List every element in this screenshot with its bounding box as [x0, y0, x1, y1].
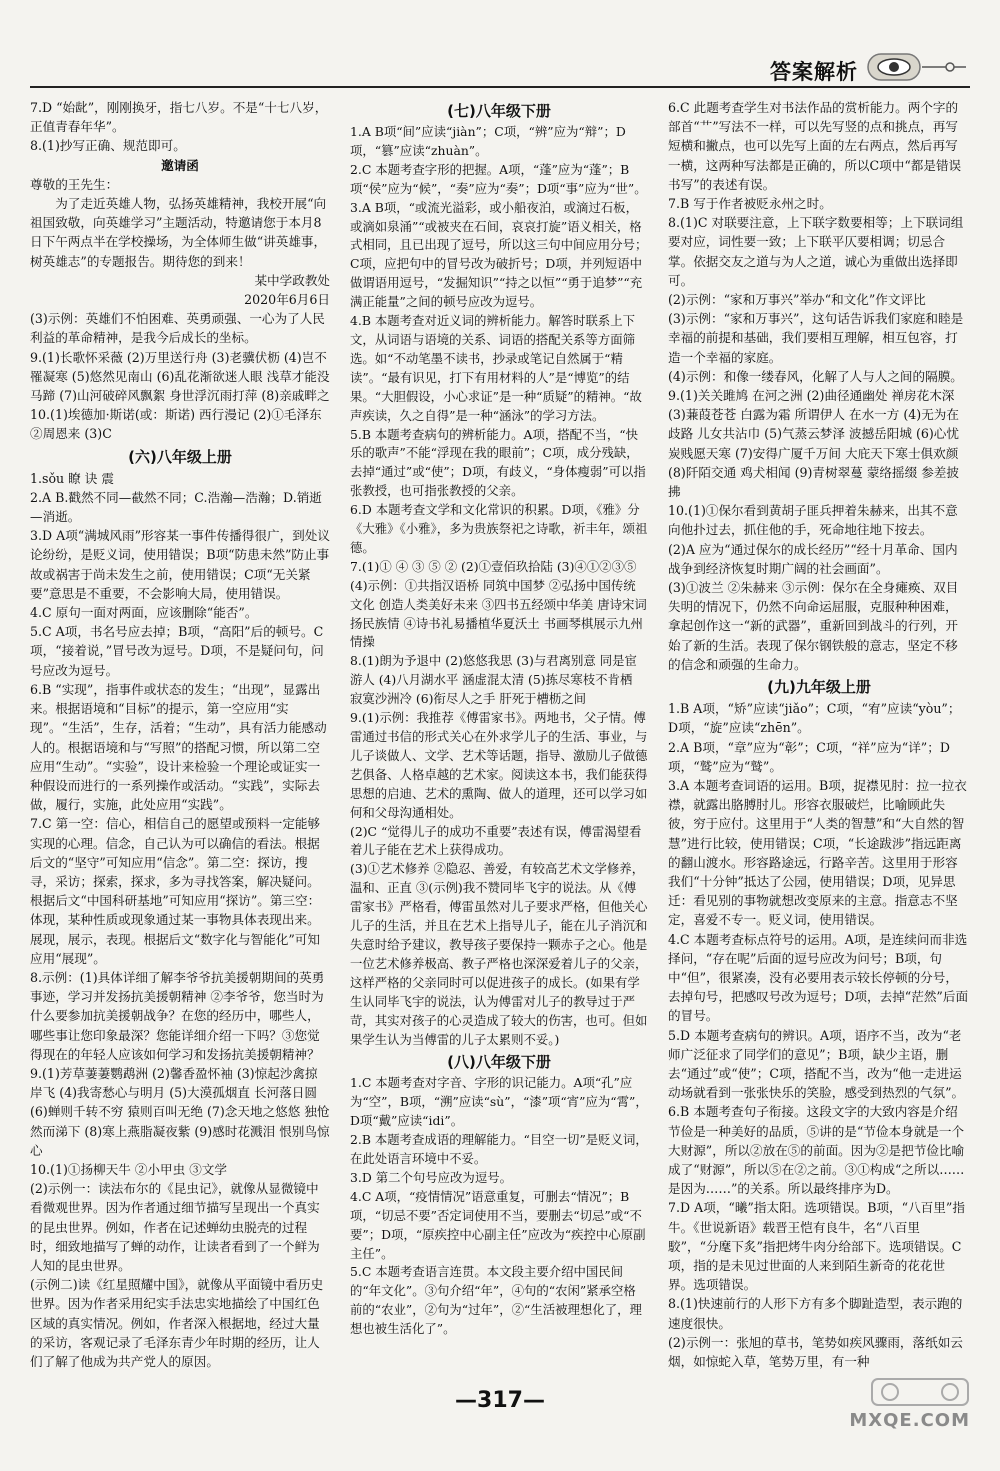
answer-item: 1.A B项“间”应读“jiàn”；C项，“辨”应为“辩”；D项，“篡”应读“zhuàn”。: [350, 124, 626, 158]
answer-item: 7.B 写于作者被贬永州之时。: [668, 196, 832, 212]
answer-item: 6.B 本题考查句子衔接。这段文字的大致内容是介绍节俭是一种美好的品质，⑤讲的是“节俭本身就是一个大财源”，所以②放在⑤的前面。因为②是把节俭比喻成了“财源”，所以⑤在②之前。③①构成“之所以……是因为……”的关系。所以最终排序为D。: [668, 1104, 965, 1197]
answer-item: 3.D 第二个句号应改为逗号。: [350, 1169, 512, 1185]
answer-item: (2)C “觉得儿子的成功不重要”表述有误，傅雷渴望看着儿子能在艺术上获得成功。: [350, 823, 642, 858]
answer-item: 1.sǒu 瞭 诀 震: [30, 470, 114, 486]
answer-item: 6.C 此题考查学生对书法作品的赏析能力。两个字的部首“艹”写法不一样，可以先写竖的点和挑点，再写短横和撇点，也可以先写上面的左右两点，然后再写一横，这两种写法都是正确的，所以C项中“都是错误书写”的表述有误。: [668, 100, 962, 192]
answer-item: 2.A B项，“章”应为“彰”；C项，“祥”应为“详”；D项，“鹫”应为“鹫”。: [668, 739, 950, 774]
answer-item: 7.D A项，“曦”指太阳。选项错误。B项，“八百里”指牛。《世说新语》载晋王恺有良牛，名“八百里駮”，“分麾下炙”指把烤牛肉分给部下。选项错误。C项，指的是未见过世面的人来到陌生新奇的花花世界。选项错误。: [668, 1200, 965, 1293]
answer-item: 9.(1)关关雎鸠 在河之洲 (2)曲径通幽处 禅房花木深 (3)蒹葭苍苍 白露为霜 所谓伊人 在水一方 (4)无为在歧路 儿女共沾巾 (5)气蒸云梦泽 波撼岳阳城 (6)心忧炭贱愿天寒 (7)安得广厦千万间 大庇天下寒士俱欢颜 (8)阡陌交通 鸡犬相闻 (9)青树翠蔓 蒙络摇缀 参差披拂: [668, 388, 963, 500]
answer-item: (3)示例：“家和万事兴”，这句话告诉我们家庭和睦是幸福的前提和基础，我们要相互理解，相互包容，打造一个幸福的家庭。: [668, 311, 964, 365]
answer-item: (2)示例一：张旭的草书，笔势如疾风骤雨，落纸如云烟，如惊蛇入草，笔势万里，有一种: [668, 1334, 963, 1369]
answer-item: (3)①波兰 ②朱赫来 ③示例：保尔在全身瘫痪、双目失明的情况下，仍然不向命运屈服，克服种种困难，拿起创作这一“新的武器”，重新回到战斗的行列，开始了新的生活。表现了保尔钢铁般的意志，坚定不移的信念和顽强的生命力。: [668, 580, 959, 672]
answer-item: 7.(1)① ④ ③ ⑤ ② (2)①壹佰玖拾陆 (3)④①②③⑤ (4)示例：①共指汉语桥 同筑中国梦 ②弘扬中国传统文化 创造人类美好未来 ③四书五经颂中华美 唐诗宋词扬民族情 ④诗书礼易播植华夏沃土 书画琴棋展示九州情操: [350, 558, 647, 650]
section-title: (八)八年级下册: [447, 1053, 551, 1072]
watermark-logo-icon: [870, 1375, 970, 1409]
answer-item: 7.D “始龀”，刚刚换牙，指七八岁。不是“十七八岁，正值青春年华”。: [30, 100, 328, 135]
answer-item: 2020年6月6日: [244, 292, 330, 308]
answer-item: 9.(1)芳草萋萋鹦鹉洲 (2)馨香盈怀袖 (3)惊起沙禽掠岸飞 (4)我寄愁心与明月 (5)大漠孤烟直 长河落日圆 (6)蝉则千转不穷 猿则百叫无绝 (7)念天地之悠悠 独怆然而涕下 (8)寒上燕脂凝夜紫 (9)感时花溅泪 恨别鸟惊心: [30, 1065, 330, 1158]
answer-item: 4.B 本题考查对近义词的辨析能力。解答时联系上下文，从词语与语境的关系、词语的搭配关系等方面筛选。如“不动笔墨不读书，抄录或笔记自然属于“精读”。“最有识见，打下有用材料的人”是“博览”的结果。“大胆假设，小心求证”是一种“质疑”的精神。“故声疾读，久之自得”是一种“涵泳”的学习方法。: [350, 313, 642, 423]
answer-item: 5.C 本题考查语言连贯。本文段主要介绍中国民间的“年文化”。③句介绍“年”，④句的“农闲”紧承空格前的“农业”，②句为“过年”，②“生活被理想化了，理想也被生活化了”。: [350, 1264, 642, 1337]
watermark-text: MXQE.COM: [849, 1410, 970, 1431]
answer-item: 8.(1)快速前行的人形下方有多个脚趾造型，表示跑的速度很快。: [668, 1296, 963, 1331]
answer-item: (2)示例：“家和万事兴”举办“和文化”作文评比: [668, 292, 926, 308]
section-title: (六)八年级上册: [128, 447, 232, 466]
answer-item: 为了走近英雄人物，弘扬英雄精神，我校开展“向祖国致敬，向英雄学习”主题活动，特邀请您于本月8日下午两点半在学校操场，为全体师生做“讲英雄事，树英雄志”的专题报告。期待您的到来！: [30, 196, 327, 269]
answer-item: 3.A B项，“或流光溢彩，或小船夜泊，或滴过石板，或滴如泉涌”“或被夹在石间，哀哀打旋”语义相关，格式相同，且已出现了逗号，所以这三句中间应用分号；C项，应把句中的冒号改为破折号；D项，并列短语中做谓语用逗号，“发掘知识”“持之以恒”“勇于追梦”“充满正能量”之间的顿号应改为逗号。: [350, 199, 648, 310]
answer-item: 5.D 本题考查病句的辨识。A项，语序不当，改为“老师广泛征求了同学们的意见”；B项，缺少主语，删去“通过”或“使”；C项，搭配不当，改为“他一走进运动场就看到一张张快乐的笑脸，感受到热烈的气氛”。: [668, 1027, 965, 1101]
answer-item: (示例二)读《红星照耀中国》，就像从平面镜中看历史世界。因为作者采用纪实手法忠实地描绘了中国红色区域的真实情况。例如，作者深入根据地，经过大量的采访，客观记录了毛泽东青少年时期的经历，让人们了解了他成为共产党人的原因。: [30, 1277, 324, 1369]
answer-item: 5.C A项，书名号应去掉；B项，“高阳”后的顿号。C项，“接着说，”冒号改为逗号。D项，不是疑问句，问号应改为逗号。: [30, 624, 324, 678]
answer-item: 邀请函: [161, 157, 199, 173]
answer-item: (4)示例：和像一缕春风，化解了人与人之间的隔膜。: [668, 368, 963, 384]
answer-item: 10.(1)埃德加·斯诺(或：斯诺) 西行漫记 (2)①毛泽东 ②周恩来 (3)C: [30, 407, 326, 442]
header-rule: [30, 86, 970, 88]
answer-item: 8.(1)抄写正确、规范即可。: [30, 138, 186, 154]
answer-item: 5.B 本题考查病句的辨析能力。A项，搭配不当，“快乐的歌声”不能“浮现在我的眼前”；C项，成分残缺，去掉“通过”或“使”；D项，有歧义，“身体瘦弱”可以指张教授，也可指张教授的父亲。: [350, 426, 646, 499]
answer-item: 1.C 本题考查对字音、字形的识记能力。A项“孔”应为“空”，B项，“溯”应读“sù”，“漆”项“宵”应为“霄”，D项“戴”应读“idi”。: [350, 1075, 648, 1129]
answer-item: 4.C 本题考查标点符号的运用。A项，是连续问而非选择问，“存在呢”后面的逗号应改为问号；B项，句中“但”，很紧凑，没有必要用表示较长停顿的分号，去掉句号，把感叹号改为逗号；D项，去掉“茫然”后面的冒号。: [668, 931, 969, 1024]
answer-item: 3.A 本题考查词语的运用。B项，捉襟见肘：拉一拉衣襟，就露出胳膊肘儿。形容衣服破烂，比喻顾此失彼，穷于应付。这里用于“人类的智慧”和“大自然的智慧”进行比较，使用错误；C项，“长途跋涉”指远距离的翻山渡水。形容路途远，行路辛苦。这里用于形容我们“十分钟”抵达了公园，使用错误；D项，见异思迁：看见别的事物就想改变原来的主意。指意志不坚定，喜爱不专一。贬义词，使用错误。: [668, 777, 967, 928]
answer-item: 6.D 本题考查文学和文化常识的积累。D项，《雅》分《大雅》《小雅》，多为贵族祭祀之诗歌，祈丰年，颂祖德。: [350, 502, 648, 555]
answer-item: 3.D A项“满城风雨”形容某一事件传播得很广，到处议论纷纷，是贬义词，使用错误；B项“防患未然”防止事故或祸害于尚未发生之前，使用错误；C项“无关紧要”意思是不重要，不会影响大局，使用错误。: [30, 528, 330, 601]
answer-item: 6.B “实现”，指事件或状态的发生；“出现”，显露出来。根据语境和“目标”的提示，第一空应用“实现”。“生活”，生存，活着；“生动”，具有活力能感动人的。根据语境和与“写照”的搭配习惯，所以第二空应用“生动”。“实验”，设计来检验一个理论或证实一种假设而进行的一系列操作或活动。“实践”，实际去做，履行，实施，此处应用“实践”。: [30, 681, 327, 813]
answer-item: 8.示例：(1)具体详细了解李爷爷抗美援朝期间的英勇事迹，学习并发扬抗美援朝精神 ②李爷爷，您当时为什么要参加抗美援朝战争？在您的经历中，哪些人，哪些事让您印象最深？您能详细介绍一下吗？③您觉得现在的年轻人应该如何学习和发扬抗美援朝精神？: [30, 969, 325, 1062]
answer-item: (3)示例：英雄们不怕困难、英勇顽强、一心为了人民利益的革命精神，是我今后成长的坐标。: [30, 311, 325, 346]
answer-column-2: [350, 98, 648, 1339]
answer-column-3: [668, 98, 970, 1371]
answer-item: 1.B A项，“矫”应读“jiǎo”；C项，“宥”应读“yòu”；D项，“旋”应读“zhēn”。: [668, 701, 961, 736]
answer-item: 10.(1)①保尔看到黄胡子匪兵押着朱赫来，出其不意向他扑过去，抓住他的手，死命地往地下按去。: [668, 503, 958, 538]
answer-item: 10.(1)①扬柳天牛 ②小甲虫 ③文学: [30, 1161, 227, 1177]
page-number: —317—: [455, 1388, 545, 1413]
answer-item: 2.C 本题考查字形的把握。A项，“蓬”应为“蓬”；B项“侯”应为“候”，“奏”应为“奏”；D项“事”应为“世”。: [350, 161, 647, 196]
header-title: 答案解析: [770, 60, 858, 84]
answer-column-1: [30, 98, 330, 1371]
answer-item: (3)①艺术修养 ②隐忍、善爱，有较高艺术文学修养，温和、正直 ③(示例)我不赞同毕飞宇的说法。从《傅雷家书》严格看，傅雷虽然对儿子要求严格，但他关心儿子的生活，并且在艺术上指导儿子，能在儿子消沉和失意时给予建议，教导孩子要保持一颗赤子之心。他是一位艺术修养极高、教子严格也深深爱着儿子的父亲，这样严格的父亲同时可以促进孩子的成长。(如果有学生认同毕飞宇的说法，认为傅雷对儿子的教导过于严苛，其实对孩子的心灵造成了较大的伤害，也可。但如果学生认为当傅雷的儿子太累则不妥。): [350, 861, 648, 1047]
answer-item: 尊敬的王先生：: [30, 176, 119, 192]
page-header: [0, 0, 1000, 96]
answer-item: 2.B 本题考查成语的理解能力。“目空一切”是贬义词，在此处语言环境中不妥。: [350, 1132, 648, 1167]
header-logo-icon: [866, 52, 970, 82]
answer-item: 9.(1)长歌怀采薇 (2)万里送行舟 (3)老骥伏枥 (4)岂不罹凝寒 (5)悠然见南山 (6)乱花渐欲迷人眼 浅草才能没马蹄 (7)山河破碎风飘絮 身世浮沉雨打萍 (8)亲戚畔之: [30, 349, 330, 404]
answer-item: 8.(1)C 对联要注意，上下联字数要相等；上下联词组要对应，词性要一致；上下联平仄要相调；切忌合掌。依据交友之道与为人之道，诚心为重做出选择即可。: [668, 215, 964, 288]
answer-item: (2)A 应为“通过保尔的成长经历”“经十月革命、国内战争到经济恢复时期广阔的社会画面”。: [668, 541, 958, 576]
answer-item: 4.C 原句一面对两面，应该删除“能否”。: [30, 605, 258, 621]
section-title: (七)八年级下册: [447, 102, 551, 120]
section-title: (九)九年级上册: [767, 678, 871, 697]
answer-item: 7.C 第一空：信心，相信自己的愿望或预料一定能够实现的心理。信念，自己认为可以确信的看法。根据后文的“坚守”可知应用“信念”。第二空：探访，搜寻，采访；探索，探求，多为寻找答案，解决疑问。根据后文“中国科研基地”可知应用“探访”。第三空：体现，某种性质或现象通过某一事物具体表现出来。展现，展示，表现。根据后文“数字化与智能化”可知应用“展现”。: [30, 816, 321, 966]
answer-item: 4.C A项，“疫情情况”语意重复，可删去“情况”；B项，“切忌不要”否定词使用不当，要删去“切忌”或“不要”；D项，“原疾控中心副主任”应改为“疾控中心原副主任”。: [350, 1188, 646, 1261]
answer-item: 2.A B.戳然不同—截然不同；C.浩瀚—浩瀚；D.销逝—消逝。: [30, 489, 322, 525]
answer-item: 9.(1)示例：我推荐《傅雷家书》。两地书，父子情。傅雷通过书信的形式关心在外求学儿子的生活、事业，与儿子谈做人、文学、艺术等话题，指导、激励儿子做德艺俱备、人格卓越的艺术家。阅读这本书，我们能获得思想的启迪、艺术的熏陶、做人的道理，还可以学习如何和父母沟通相处。: [350, 710, 648, 820]
answer-item: (2)示例一：读法布尔的《昆虫记》，就像从显微镜中看微观世界。因为作者通过细节描写呈现出一个真实的昆虫世界。例如，作者在记述蝉幼虫脱壳的过程时，细致地描写了蝉的动作，让读者看到了一个鲜为人知的昆虫世界。: [30, 1181, 320, 1273]
answer-item: 8.(1)朗为予退中 (2)悠悠我思 (3)与君离别意 同是宦游人 (4)八月湖水平 涵虚混太清 (5)拣尽寒枝不肯栖 寂寞沙洲冷 (6)衔尽人之手 肝死于槽枥之间: [350, 653, 637, 707]
answer-item: 某中学政教处: [254, 272, 330, 288]
